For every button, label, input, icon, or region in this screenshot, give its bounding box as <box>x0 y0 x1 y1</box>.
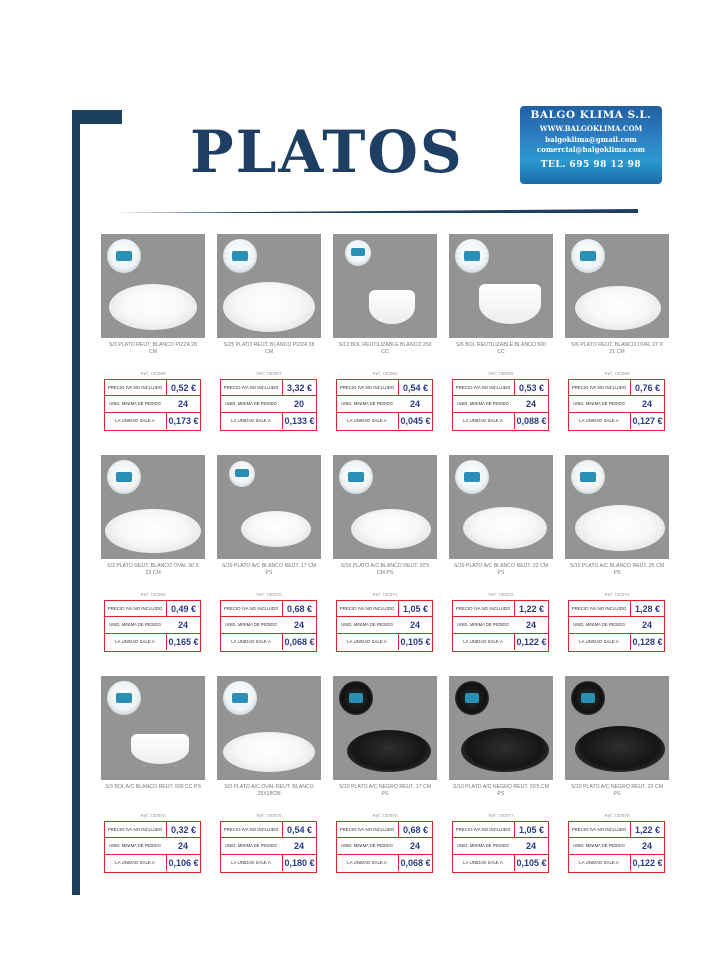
product-name: S/6 BOL REUTILIZABLE BLANCO 500 CC <box>455 342 547 355</box>
min-order-value: 24 <box>177 619 188 630</box>
price-table <box>568 600 665 652</box>
product-card[interactable] <box>449 234 553 432</box>
company-web: WWW.BALGOKLIMA.COM <box>539 124 643 133</box>
price-value: 0,49 € <box>166 601 200 616</box>
product-card[interactable] <box>565 455 669 653</box>
unit-price-value: 0,068 € <box>282 634 316 650</box>
product-ref: Ref: 730064 <box>372 371 398 376</box>
unit-price-label: LA UNIDAD SALE A <box>115 639 155 645</box>
unit-price-value: 0,068 € <box>398 855 432 871</box>
product-name: S/3 PLATO A/C OVAL REUT. BLANCO 25X18CM <box>224 784 314 797</box>
price-table <box>452 600 549 652</box>
price-value: 0,68 € <box>398 822 432 837</box>
black-plate-icon <box>575 726 665 772</box>
product-name: S/10 PLATO A/C NEGRO REUT. 17 CM PS <box>338 784 432 797</box>
price-table <box>452 821 549 873</box>
unit-price-value: 0,105 € <box>514 855 548 871</box>
price-value: 1,28 € <box>630 601 664 616</box>
unit-price-value: 0,105 € <box>398 634 432 650</box>
price-value: 0,32 € <box>166 822 200 837</box>
min-order-label: UNID. MINIMA DE PEDIDO <box>109 401 161 407</box>
bowl-icon <box>479 284 541 324</box>
product-ref: Ref: 730067 <box>256 371 282 376</box>
unit-price-label: LA UNIDAD SALE A <box>347 639 387 645</box>
page-title: PLATOS <box>190 118 464 186</box>
product-image <box>333 676 437 780</box>
package-icon <box>107 681 141 715</box>
min-order-label: UNID. MINIMA DE PEDIDO <box>225 401 277 407</box>
price-label: PRECIO IVA NO INCLUIDO <box>571 606 627 612</box>
price-value: 0,54 € <box>282 822 316 837</box>
price-value: 1,05 € <box>514 822 548 837</box>
price-label: PRECIO IVA NO INCLUIDO <box>339 606 395 612</box>
min-order-value: 24 <box>177 398 188 409</box>
unit-price-label: LA UNIDAD SALE A <box>347 860 387 866</box>
price-table <box>452 379 549 431</box>
product-ref: Ref: 730066 <box>604 371 630 376</box>
unit-price-value: 0,128 € <box>630 634 664 650</box>
unit-price-value: 0,180 € <box>282 855 316 871</box>
unit-price-value: 0,106 € <box>166 855 200 871</box>
unit-price-label: LA UNIDAD SALE A <box>347 418 387 424</box>
package-icon <box>223 681 257 715</box>
unit-price-value: 0,173 € <box>166 413 200 429</box>
unit-price-label: LA UNIDAD SALE A <box>231 860 271 866</box>
product-name: S/10 PLATO A/C NEGRO REUT. 20'5 CM PS <box>453 784 549 797</box>
price-label: PRECIO IVA NO INCLUIDO <box>107 385 163 391</box>
product-name: S/3 BOL A/C BLANCO REUT. 500 CC PS <box>105 784 201 790</box>
min-order-label: UNID. MINIMA DE PEDIDO <box>109 622 161 628</box>
product-ref: Ref: 730062 <box>140 592 166 597</box>
unit-price-value: 0,122 € <box>630 855 664 871</box>
unit-price-label: LA UNIDAD SALE A <box>463 639 503 645</box>
product-name: S/3 PLATO REUT. BLANCO PIZZA 28 CM <box>108 342 198 355</box>
product-ref: Ref: 730070 <box>256 592 282 597</box>
min-order-label: UNID. MINIMA DE PEDIDO <box>457 843 509 849</box>
price-value: 0,53 € <box>514 380 548 395</box>
product-image <box>449 676 553 780</box>
min-order-label: UNID. MINIMA DE PEDIDO <box>225 843 277 849</box>
product-image <box>101 234 205 338</box>
min-order-value: 24 <box>177 840 188 851</box>
package-icon <box>571 239 605 273</box>
package-icon <box>339 681 373 715</box>
price-value: 1,05 € <box>398 601 432 616</box>
company-badge <box>520 106 662 184</box>
plate-icon <box>241 511 311 547</box>
unit-price-label: LA UNIDAD SALE A <box>115 418 155 424</box>
product-card[interactable] <box>217 676 321 874</box>
min-order-value: 24 <box>409 398 420 409</box>
unit-price-value: 0,088 € <box>514 413 548 429</box>
unit-price-label: LA UNIDAD SALE A <box>231 418 271 424</box>
price-table <box>220 379 317 431</box>
company-email-commercial: comercial@balgoklima.com <box>536 145 646 154</box>
product-image <box>565 676 669 780</box>
frame-corner <box>72 110 122 124</box>
unit-price-label: LA UNIDAD SALE A <box>463 860 503 866</box>
price-label: PRECIO IVA NO INCLUIDO <box>339 827 395 833</box>
product-card[interactable] <box>565 234 669 432</box>
min-order-value: 24 <box>293 840 304 851</box>
product-ref: Ref: 730074 <box>140 813 166 818</box>
company-phone: TEL. 695 98 12 98 <box>540 160 642 170</box>
product-image <box>333 234 437 338</box>
plate-icon <box>223 282 315 332</box>
min-order-value: 20 <box>293 398 304 409</box>
product-card[interactable] <box>101 455 205 653</box>
product-name: S/3 PLATO REUT. BLANCO OVAL 30 X 23 CM <box>107 563 199 576</box>
min-order-value: 24 <box>641 398 652 409</box>
product-name: S/10 PLATO A/C NEGRO REUT. 22 CM PS <box>570 784 664 797</box>
unit-price-value: 0,133 € <box>282 413 316 429</box>
price-value: 1,22 € <box>630 822 664 837</box>
min-order-value: 24 <box>525 619 536 630</box>
unit-price-label: LA UNIDAD SALE A <box>579 639 619 645</box>
product-card[interactable] <box>449 455 553 653</box>
unit-price-label: LA UNIDAD SALE A <box>115 860 155 866</box>
price-value: 0,76 € <box>630 380 664 395</box>
plate-icon <box>575 286 661 330</box>
price-table <box>336 600 433 652</box>
package-icon <box>107 239 141 273</box>
product-card[interactable] <box>333 676 437 874</box>
company-email: balgoklima@gmail.com <box>545 135 637 144</box>
min-order-label: UNID. MINIMA DE PEDIDO <box>341 843 393 849</box>
price-table <box>336 379 433 431</box>
unit-price-label: LA UNIDAD SALE A <box>579 860 619 866</box>
package-icon <box>223 239 257 273</box>
plate-icon <box>351 509 431 549</box>
price-table <box>104 379 201 431</box>
min-order-label: UNID. MINIMA DE PEDIDO <box>573 401 625 407</box>
product-image <box>565 234 669 338</box>
unit-price-label: LA UNIDAD SALE A <box>231 639 271 645</box>
plate-icon <box>223 732 315 772</box>
product-image <box>101 676 205 780</box>
price-value: 0,52 € <box>166 380 200 395</box>
product-name: S/6 PLATO REUT. BLANCO OVAL 27 X 21 CM <box>571 342 663 355</box>
bowl-icon <box>369 290 415 324</box>
product-ref: Ref: 730072 <box>488 592 514 597</box>
product-ref: Ref: 730077 <box>488 813 514 818</box>
package-icon <box>571 460 605 494</box>
package-icon <box>455 681 489 715</box>
product-card[interactable] <box>333 234 437 432</box>
product-image <box>449 455 553 559</box>
package-icon <box>339 460 373 494</box>
product-ref: Ref: 730076 <box>372 813 398 818</box>
min-order-value: 24 <box>525 398 536 409</box>
plate-icon <box>109 284 197 330</box>
price-label: PRECIO IVA NO INCLUIDO <box>223 827 279 833</box>
min-order-label: UNID. MINIMA DE PEDIDO <box>573 843 625 849</box>
min-order-label: UNID. MINIMA DE PEDIDO <box>573 622 625 628</box>
product-image <box>101 455 205 559</box>
plate-icon <box>575 505 665 551</box>
price-value: 1,22 € <box>514 601 548 616</box>
product-card[interactable] <box>333 455 437 653</box>
price-label: PRECIO IVA NO INCLUIDO <box>455 385 511 391</box>
unit-price-label: LA UNIDAD SALE A <box>579 418 619 424</box>
price-label: PRECIO IVA NO INCLUIDO <box>571 385 627 391</box>
product-ref: Ref: 730075 <box>256 813 282 818</box>
min-order-label: UNID. MINIMA DE PEDIDO <box>457 401 509 407</box>
plate-icon <box>463 507 547 549</box>
product-ref: Ref: 730078 <box>604 813 630 818</box>
product-card[interactable] <box>101 676 205 874</box>
black-plate-icon <box>461 728 549 772</box>
product-card[interactable] <box>449 676 553 874</box>
price-table <box>104 600 201 652</box>
bowl-icon <box>131 734 189 764</box>
min-order-value: 24 <box>409 619 420 630</box>
min-order-value: 24 <box>525 840 536 851</box>
price-label: PRECIO IVA NO INCLUIDO <box>455 827 511 833</box>
unit-price-label: LA UNIDAD SALE A <box>463 418 503 424</box>
product-card[interactable] <box>217 234 321 432</box>
product-ref: Ref: 730068 <box>140 371 166 376</box>
package-icon <box>455 460 489 494</box>
product-image <box>217 676 321 780</box>
product-image <box>217 455 321 559</box>
package-icon <box>571 681 605 715</box>
product-card[interactable] <box>101 234 205 432</box>
plate-icon <box>105 509 201 553</box>
package-icon <box>229 461 255 487</box>
product-name: S/10 PLATO A/C BLANCO REUT. 22 CM PS <box>453 563 549 576</box>
min-order-label: UNID. MINIMA DE PEDIDO <box>109 843 161 849</box>
min-order-label: UNID. MINIMA DE PEDIDO <box>341 622 393 628</box>
price-label: PRECIO IVA NO INCLUIDO <box>223 385 279 391</box>
price-table <box>568 379 665 431</box>
min-order-value: 24 <box>293 619 304 630</box>
product-name: S/10 PLATO A/C BLANCO REUT. 17 CM PS <box>221 563 317 576</box>
product-card[interactable] <box>217 455 321 653</box>
price-label: PRECIO IVA NO INCLUIDO <box>455 606 511 612</box>
price-value: 0,54 € <box>398 380 432 395</box>
product-image <box>217 234 321 338</box>
price-label: PRECIO IVA NO INCLUIDO <box>107 827 163 833</box>
product-name: S/25 PLATO REUT. BLANCO PIZZA 28 CM <box>223 342 315 355</box>
min-order-label: UNID. MINIMA DE PEDIDO <box>341 401 393 407</box>
unit-price-value: 0,165 € <box>166 634 200 650</box>
price-label: PRECIO IVA NO INCLUIDO <box>107 606 163 612</box>
product-image <box>449 234 553 338</box>
min-order-label: UNID. MINIMA DE PEDIDO <box>457 622 509 628</box>
min-order-value: 24 <box>409 840 420 851</box>
product-image <box>565 455 669 559</box>
price-value: 0,68 € <box>282 601 316 616</box>
min-order-value: 24 <box>641 619 652 630</box>
price-label: PRECIO IVA NO INCLUIDO <box>223 606 279 612</box>
price-table <box>220 600 317 652</box>
price-table <box>104 821 201 873</box>
price-table <box>336 821 433 873</box>
product-name: S/10 PLATO A/C BLANCO REUT. 25 CM PS <box>569 563 665 576</box>
min-order-label: UNID. MINIMA DE PEDIDO <box>225 622 277 628</box>
price-table <box>220 821 317 873</box>
package-icon <box>107 460 141 494</box>
frame-bar <box>72 110 80 895</box>
min-order-value: 24 <box>641 840 652 851</box>
product-card[interactable] <box>565 676 669 874</box>
price-label: PRECIO IVA NO INCLUIDO <box>339 385 395 391</box>
product-name: S/10 PLATO A/C BLANCO REUT. 20'5 CM PS <box>340 563 430 576</box>
product-ref: Ref: 730071 <box>372 592 398 597</box>
unit-price-value: 0,045 € <box>398 413 432 429</box>
package-icon <box>345 240 371 266</box>
price-value: 3,32 € <box>282 380 316 395</box>
title-rule <box>118 209 638 213</box>
company-name: BALGO KLIMA S.L. <box>530 109 652 121</box>
unit-price-value: 0,122 € <box>514 634 548 650</box>
product-ref: Ref: 730073 <box>604 592 630 597</box>
product-name: S/12 BOL REUTILIZABLE BLANCO 250 CC <box>338 342 432 355</box>
price-label: PRECIO IVA NO INCLUIDO <box>571 827 627 833</box>
price-table <box>568 821 665 873</box>
product-image <box>333 455 437 559</box>
black-plate-icon <box>347 730 431 772</box>
package-icon <box>455 239 489 273</box>
unit-price-value: 0,127 € <box>630 413 664 429</box>
product-ref: Ref: 730065 <box>488 371 514 376</box>
